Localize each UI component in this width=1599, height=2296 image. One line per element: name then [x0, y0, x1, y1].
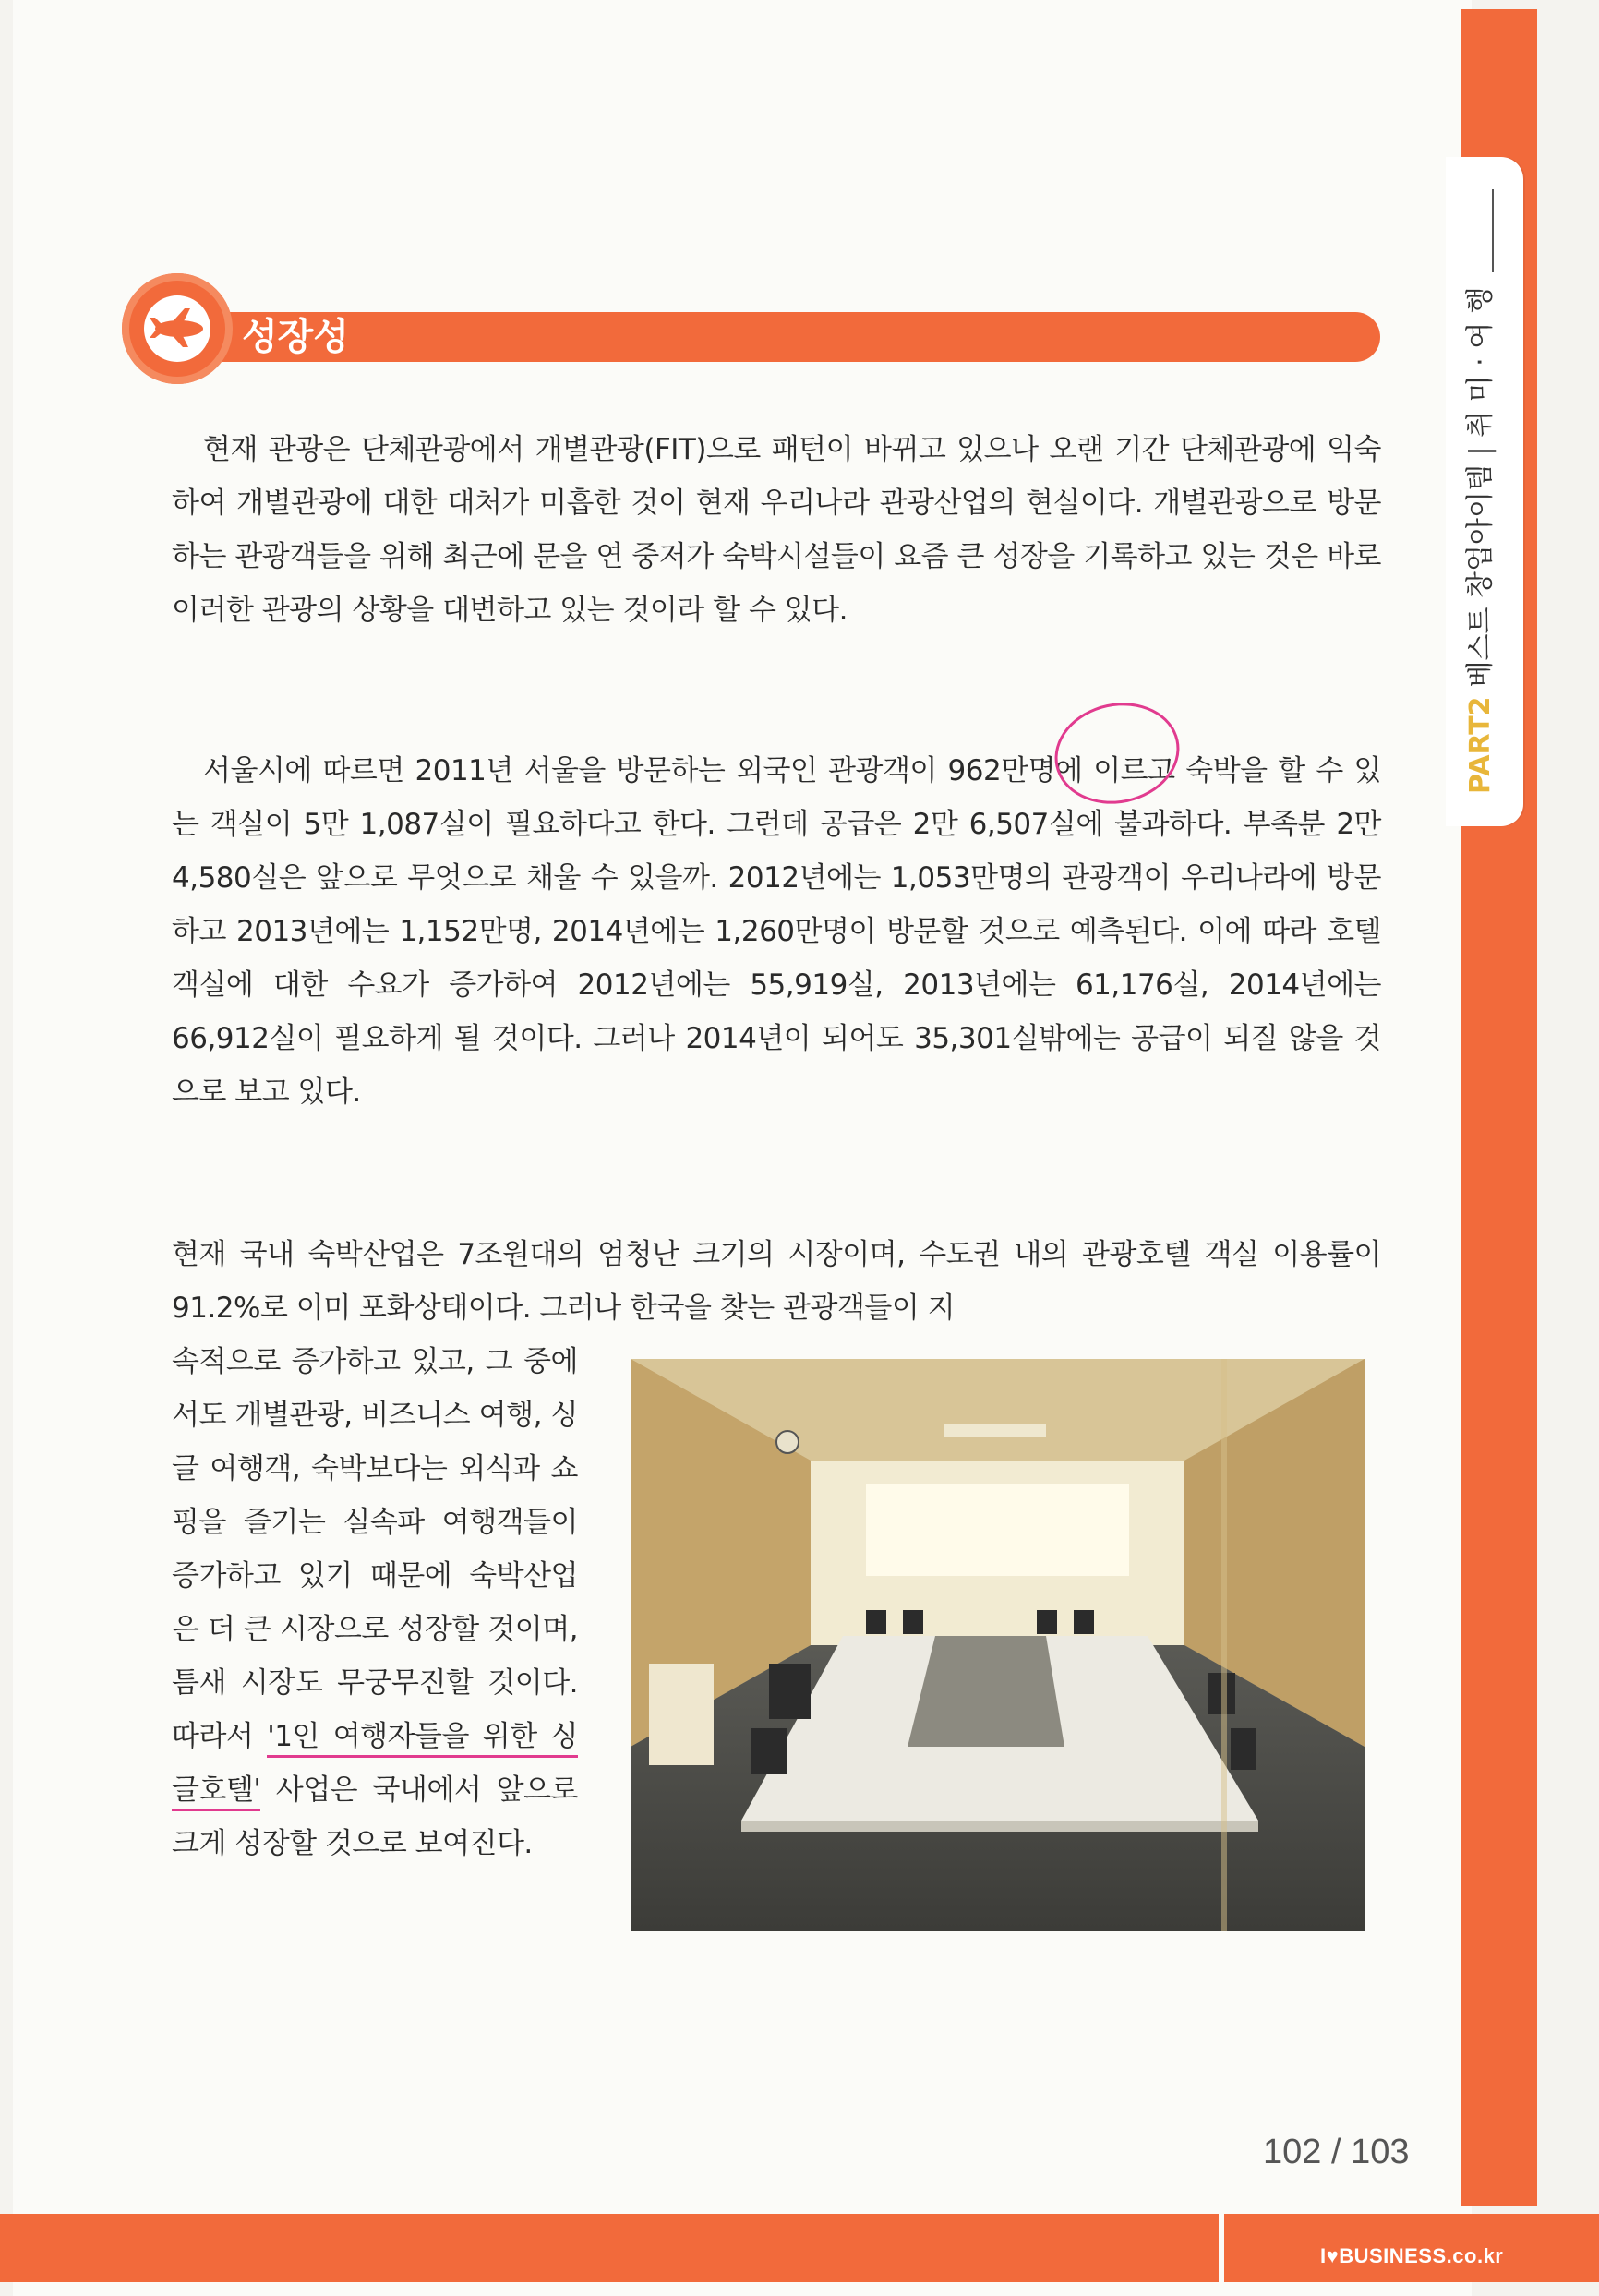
- paragraph-3-text: 현재 국내 숙박산업은 7조원대의 엄청난 크기의 시장이며, 수도권 내의 관광호텔 객실 이용률이 91.2%로 이미 포화상태이다. 그러나 한국을 찾는 관광객들이 지: [172, 1238, 1381, 1325]
- part-label: PART2: [1464, 696, 1497, 794]
- brand-prefix: I: [1320, 2244, 1327, 2267]
- paragraph-1: [172, 423, 1381, 637]
- paragraph-2-text: 서울시에 따르면 2011년 서울을 방문하는 외국인 관광객이 962만명에 이르고 숙박을 할 수 있는 객실이 5만 1,087실이 필요하다고 한다. 그런데 공급은 2만 6,507실에 불과하다. 부족분 2만 4,580실은 앞으로 무엇으로 채울 수 있을까. 2012년에는 1,053만명의 관광객이 우리나라에 방문하고 2013년에는 1,152만명, 2014년에는 1,260만명이 방문할 것으로 예측된다. 이에 따라 호텔 객실에 대한 수요가 증가하여 2012년에는 55,919실, 2013년에는 61,176실, 2014년에는 66,912실이 필요하게 될 것이다. 그러나 2014년이 되어도 35,301실밖에는 공급이 되질 않을 것으로 보고 있다.: [172, 754, 1381, 1109]
- section-title: 성장성: [242, 316, 349, 358]
- page-number: 102 / 103: [1263, 2133, 1410, 2171]
- side-divider: [1492, 189, 1494, 272]
- handwritten-underline-annotation: '1인 여행자들을 위한 싱글호텔': [172, 1720, 578, 1811]
- paragraph-1-text: 현재 관광은 단체관광에서 개별관광(FIT)으로 패턴이 바뀌고 있으나 오랜 기간 단체관광에 익숙하여 개별관광에 대한 대처가 미흡한 것이 현재 우리나라 관광산업의 현실이다. 개별관광으로 방문하는 관광객들을 위해 최근에 문을 연 중저가 숙박시설들이 요즘 큰 성장을 기록하고 있는 것은 바로 이러한 관광의 상황을 대변하고 있는 것이라 할 수 있다.: [172, 433, 1381, 627]
- brand-name: BUSINESS: [1339, 2244, 1447, 2267]
- heart-icon: ♥: [1326, 2244, 1340, 2267]
- brand-logo: [1320, 2244, 1503, 2268]
- paragraph-4: [172, 1335, 578, 1870]
- paragraph-4-text: 속적으로 증가하고 있고, 그 중에서도 개별관광, 비즈니스 여행, 싱글 여행객, 숙박보다는 외식과 쇼핑을 즐기는 실속파 여행객들이 증가하고 있기 때문에 숙박산업은 더 큰 시장으로 성장할 것이며, 틈새 시장도 무궁무진할 것이다. 따라서: [172, 1345, 578, 1753]
- meeting-room-photo: [631, 1359, 1365, 1931]
- brand-suffix: .co.kr: [1446, 2244, 1504, 2267]
- paragraph-2: [172, 744, 1381, 1119]
- meeting-room-illustration: [631, 1359, 1365, 1931]
- paragraph-3: [172, 1228, 1381, 1335]
- airplane-icon: [122, 273, 233, 384]
- chapter-name: 베스트 창업아이템 | 취 미 · 여 행: [1464, 286, 1497, 688]
- paragraph-4-tail: 사업은 국내에서 앞으로 크게 성장할 것으로 보여진다.: [172, 1773, 578, 1860]
- footer-spine-gap: [1219, 2214, 1224, 2282]
- chapter-title: [1453, 277, 1509, 794]
- section-badge: [122, 273, 233, 384]
